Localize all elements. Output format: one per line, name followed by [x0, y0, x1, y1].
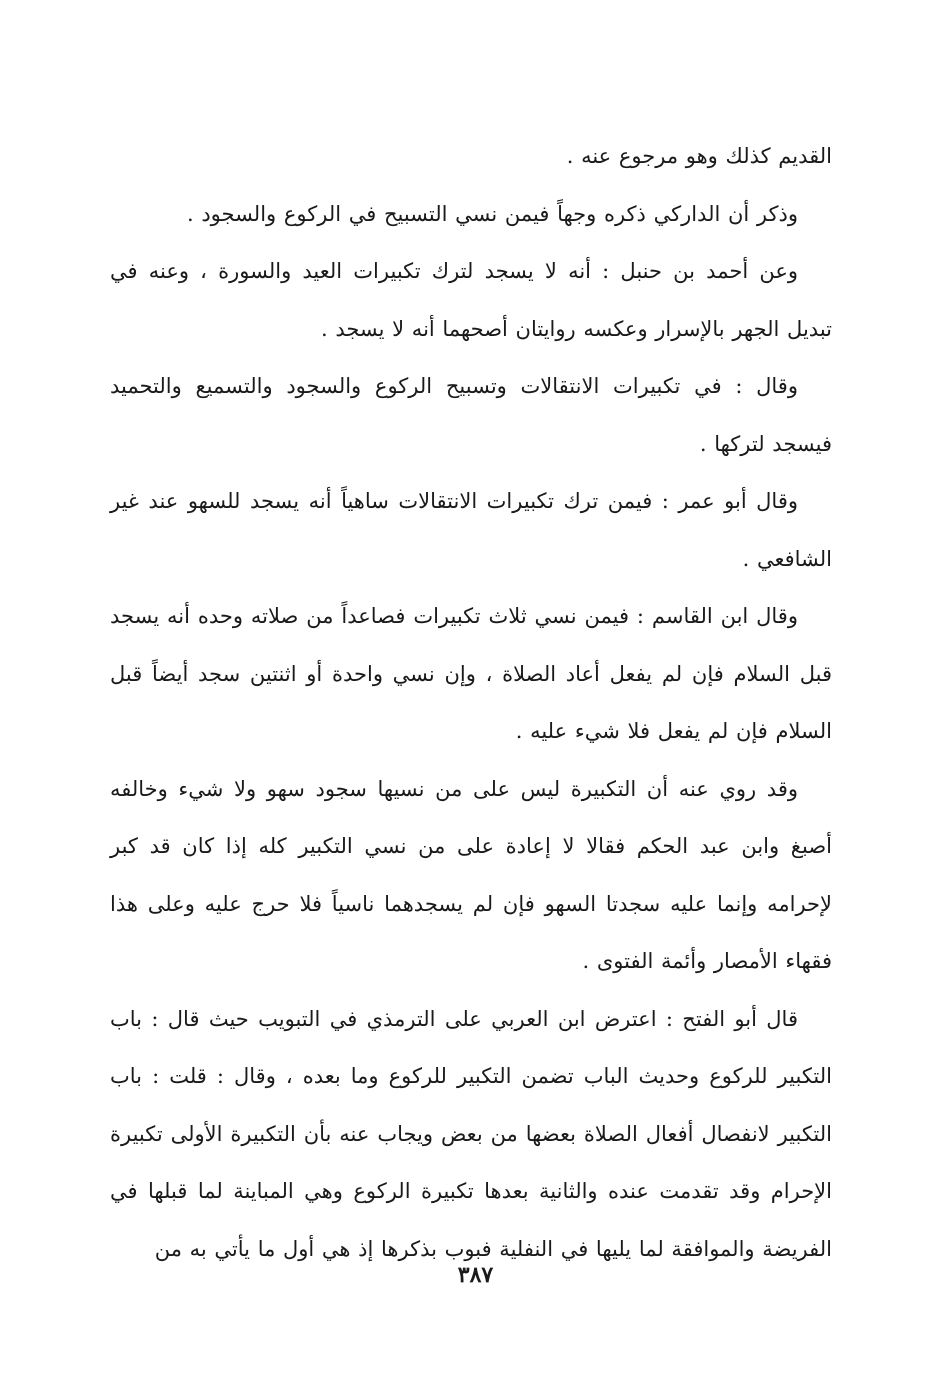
paragraph-2: وذكر أن الداركي ذكره وجهاً فيمن نسي التسبيح في الركوع والسجود .	[186, 201, 798, 226]
paragraph-5: وقال أبو عمر : فيمن ترك تكبيرات الانتقالات ساهياً أنه يسجد للسهو عند غير الشافعي .	[110, 489, 832, 571]
body-text	[110, 128, 832, 1278]
paragraph-7: وقد روي عنه أن التكبيرة ليس على من نسيها سجود سهو ولا شيء وخالفه أصبغ وابن عبد الحكم فقالا لا إعادة على من نسي التكبير كله إذا كان قد كبر لإحرامه وإنما عليه سجدتا السهو فإن لم يسجدهما ناسياً فلا حرج عليه وعلى هذا فقهاء الأمصار وأئمة الفتوى .	[110, 776, 832, 973]
paragraph-1: القديم كذلك وهو مرجوع عنه .	[566, 144, 832, 168]
paragraph-8: قال أبو الفتح : اعترض ابن العربي على الترمذي في التبويب حيث قال : باب التكبير للركوع وحديث الباب تضمن التكبير للركوع وما بعده ، وقال : قلت : باب التكبير لانفصال أفعال الصلاة بعضها من بعض ويجاب عنه بأن التكبيرة الأولى تكبيرة الإحرام وقد تقدمت عنده والثانية بعدها تكبيرة الركوع وهي المباينة لما قبلها في الفريضة والموافقة لما يليها في النفلية فبوب بذكرها إذ هي أول ما يأتي به من	[110, 1006, 832, 1261]
page-number: ٣٨٧	[457, 1262, 494, 1288]
paragraph-4: وقال : في تكبيرات الانتقالات وتسبيح الركوع والسجود والتسميع والتحميد فيسجد لتركها .	[110, 374, 832, 456]
paragraph-3: وعن أحمد بن حنبل : أنه لا يسجد لترك تكبيرات العيد والسورة ، وعنه في تبديل الجهر بالإسرار وعكسه روايتان أصحهما أنه لا يسجد .	[110, 259, 832, 341]
paragraph-6: وقال ابن القاسم : فيمن نسي ثلاث تكبيرات فصاعداً من صلاته وحده أنه يسجد قبل السلام فإن لم يفعل أعاد الصلاة ، وإن نسي واحدة أو اثنتين سجد أيضاً قبل السلام فإن لم يفعل فلا شيء عليه .	[110, 604, 832, 743]
